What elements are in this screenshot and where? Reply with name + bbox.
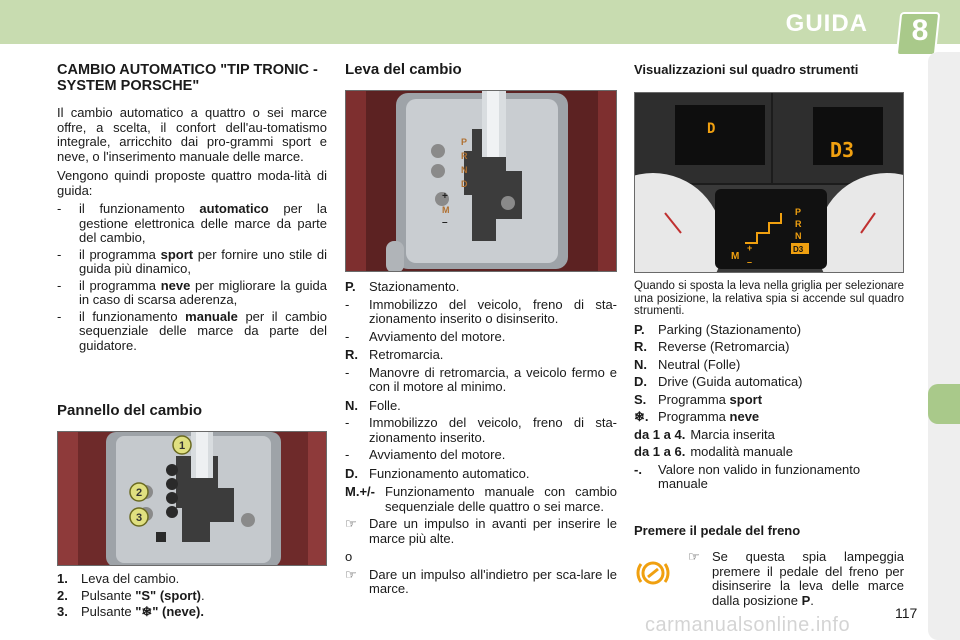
position-text: Avviamento del motore. bbox=[369, 447, 506, 462]
mode-text bbox=[79, 279, 327, 308]
section-heading-lever: Leva del cambio bbox=[345, 61, 462, 78]
position-text: Funzionamento automatico. bbox=[369, 465, 530, 481]
position-text: Funzionamento manuale con cambio sequenziale delle quattro o sei marce. bbox=[385, 484, 617, 514]
intro-paragraph: Il cambio automatico a quattro o sei marce offre, a scelta, il confort dell'au-tomatismo integrale, arricchito dai pro-grammi sport e neve, o l'inserimento manuale delle marce. bbox=[57, 105, 327, 164]
position-text: Retromarcia. bbox=[369, 347, 444, 362]
indicator-item bbox=[634, 340, 904, 355]
mode-name: automatico bbox=[199, 201, 269, 216]
position-detail bbox=[345, 330, 617, 345]
indicator-code: -. bbox=[634, 461, 642, 477]
mode-text-pre: il funzionamento bbox=[79, 201, 200, 216]
mode-name: manuale bbox=[185, 308, 238, 324]
list-dash: - bbox=[57, 246, 62, 262]
section-heading-automatic: CAMBIO AUTOMATICO "TIP TRONIC - SYSTEM PORSCHE" bbox=[57, 62, 318, 94]
brake-warning-icon bbox=[636, 556, 670, 590]
position-definition bbox=[345, 467, 617, 482]
modes-list bbox=[57, 202, 327, 353]
indicator-code: ❄. bbox=[634, 409, 649, 424]
legend-number: 1. bbox=[57, 571, 68, 586]
mode-text bbox=[79, 310, 327, 354]
chapter-title: GUIDA bbox=[785, 10, 868, 37]
modes-lead: Vengono quindi proposte quattro moda-lità di guida: bbox=[57, 168, 327, 198]
section-heading-display: Visualizzazioni sul quadro strumenti bbox=[634, 62, 859, 77]
indicator-item bbox=[634, 463, 904, 492]
position-detail bbox=[345, 568, 617, 597]
brake-bold: P bbox=[801, 592, 811, 608]
legend-text-pre: Leva del cambio. bbox=[81, 571, 180, 586]
mode-item bbox=[57, 279, 327, 308]
position-text: Avviamento del motore. bbox=[369, 328, 506, 344]
legend-bold: "❄" (neve). bbox=[135, 604, 204, 619]
list-dash: - bbox=[345, 447, 350, 462]
indicator-label: Programma bbox=[658, 391, 730, 407]
cluster-label-p: P bbox=[795, 207, 802, 217]
indicator-item bbox=[634, 410, 904, 425]
list-dash: - bbox=[345, 364, 350, 380]
list-dash: - bbox=[345, 328, 350, 344]
brake-heading: Premere il pedale del freno bbox=[634, 522, 801, 538]
position-detail bbox=[345, 366, 617, 395]
gate-label-plus: + bbox=[442, 191, 448, 202]
position-text: Dare un impulso in avanti per inserire le marce più alte. bbox=[369, 516, 617, 546]
position-text: Folle. bbox=[369, 397, 401, 413]
indicator-text bbox=[658, 375, 904, 390]
left-column bbox=[57, 62, 327, 620]
mode-text-pre: il funzionamento bbox=[79, 308, 186, 324]
indicator-item bbox=[634, 428, 904, 443]
panel-legend bbox=[57, 572, 327, 620]
list-dash: - bbox=[345, 296, 350, 312]
position-text: Immobilizzo del veicolo, freno di sta-zionamento inserito. bbox=[369, 415, 617, 445]
indicator-label: Marcia inserita bbox=[690, 426, 775, 442]
indicator-code: R. bbox=[634, 339, 647, 354]
legend-text bbox=[81, 589, 327, 604]
indicator-label: Drive (Guida automatica) bbox=[658, 374, 803, 389]
position-definition bbox=[345, 348, 617, 363]
list-dash: ☞ bbox=[345, 566, 357, 582]
cluster-label-d3: D3 bbox=[793, 245, 804, 254]
legend-text-post: . bbox=[200, 587, 205, 603]
indicator-text bbox=[658, 323, 904, 338]
position-definition bbox=[345, 280, 617, 295]
indicator-text bbox=[690, 445, 904, 460]
gate-label-r: R bbox=[461, 151, 468, 161]
mode-text-post: per il cambio sequenziale delle marce da parte del guidatore. bbox=[79, 308, 328, 353]
list-dash: ☞ bbox=[345, 516, 357, 531]
mode-item bbox=[57, 310, 327, 354]
mode-name: neve bbox=[160, 277, 191, 293]
gate-label-minus: – bbox=[442, 217, 448, 228]
indicator-bold: neve bbox=[729, 409, 760, 424]
position-definition bbox=[345, 485, 617, 514]
indicator-label: modalità manuale bbox=[690, 444, 793, 459]
mode-item bbox=[57, 248, 327, 277]
list-dash: - bbox=[345, 415, 350, 430]
display-right-gear: D3 bbox=[830, 138, 855, 162]
position-letter: R. bbox=[345, 347, 358, 362]
display-indicators-list bbox=[634, 323, 904, 492]
legend-text-pre: Pulsante bbox=[81, 604, 136, 619]
list-dash: - bbox=[57, 308, 62, 324]
mode-text-pre: il programma bbox=[79, 246, 161, 262]
indicator-label: Neutral (Folle) bbox=[658, 356, 741, 372]
mode-text bbox=[79, 202, 327, 246]
indicator-text bbox=[658, 410, 904, 425]
cluster-label-n: N bbox=[795, 231, 802, 241]
gate-label-m: M bbox=[442, 205, 450, 215]
indicator-item bbox=[634, 375, 904, 390]
indicator-text bbox=[658, 340, 904, 355]
indicator-code: da 1 a 6. bbox=[634, 444, 686, 459]
cluster-label-plus: + bbox=[747, 243, 753, 253]
cluster-label-r: R bbox=[795, 219, 802, 229]
mode-text-post: per fornire uno stile di guida più dinamico, bbox=[79, 246, 328, 276]
lever-positions-list bbox=[345, 280, 617, 597]
right-column bbox=[634, 62, 904, 620]
position-detail bbox=[345, 517, 617, 546]
mode-text-pre: il programma bbox=[79, 277, 161, 293]
indicator-label: Parking (Stazionamento) bbox=[658, 321, 802, 337]
indicator-item bbox=[634, 358, 904, 373]
chapter-number: 8 bbox=[911, 14, 929, 47]
brake-text: Se questa spia lampeggia premere il pedale del freno per disinserire la leva delle marce dalla posizione bbox=[712, 549, 904, 608]
gate-label-d: D bbox=[461, 179, 468, 189]
legend-number: 3. bbox=[57, 604, 68, 619]
indicator-text bbox=[658, 358, 904, 373]
indicator-code: N. bbox=[634, 356, 647, 372]
position-text: Dare un impulso all'indietro per sca-lare le marce. bbox=[369, 566, 617, 596]
list-dash: - bbox=[57, 201, 62, 216]
position-detail bbox=[345, 416, 617, 445]
legend-text bbox=[81, 605, 327, 620]
legend-number: 2. bbox=[57, 587, 68, 603]
list-dash: - bbox=[57, 277, 62, 293]
indicator-text bbox=[658, 393, 904, 408]
gate-label-p: P bbox=[461, 137, 468, 147]
indicator-label: Valore non valido in funzionamento manuale bbox=[658, 461, 861, 491]
mode-text-post: per migliorare la guida in caso di scarsa aderenza, bbox=[79, 277, 327, 307]
indicator-code: D. bbox=[634, 374, 647, 389]
position-text: Manovre di retromarcia, a veicolo fermo e con il motore al minimo. bbox=[369, 364, 617, 394]
conjunction: o bbox=[345, 549, 353, 564]
page-number: 117 bbox=[895, 605, 918, 621]
gear-lever-photo bbox=[345, 90, 617, 272]
indicator-code: P. bbox=[634, 321, 645, 337]
indicator-label: Programma bbox=[658, 409, 730, 424]
position-detail bbox=[345, 448, 617, 463]
indicator-bold: sport bbox=[729, 391, 763, 407]
position-detail bbox=[345, 298, 617, 327]
indicator-code: S. bbox=[634, 391, 647, 407]
mode-item bbox=[57, 202, 327, 246]
position-letter: P. bbox=[345, 279, 356, 294]
mode-text bbox=[79, 248, 327, 277]
watermark: carmanualsonline.info bbox=[645, 614, 851, 636]
position-letter: N. bbox=[345, 397, 358, 413]
legend-text-pre: Pulsante bbox=[81, 587, 136, 603]
gear-panel-photo bbox=[57, 431, 327, 566]
brake-instruction bbox=[688, 550, 904, 608]
indicator-item bbox=[634, 445, 904, 460]
indicator-item bbox=[634, 323, 904, 338]
gate-label-n: N bbox=[461, 165, 468, 175]
brake-warning-block bbox=[634, 550, 904, 620]
mode-name: sport bbox=[160, 246, 194, 262]
callout-3: 3 bbox=[135, 512, 143, 524]
indicator-text bbox=[690, 428, 904, 443]
panel-legend-item bbox=[57, 572, 327, 587]
panel-legend-item bbox=[57, 605, 327, 620]
section-heading-panel: Pannello del cambio bbox=[57, 402, 203, 419]
position-letter: M.+/- bbox=[345, 484, 375, 499]
side-index-strip bbox=[928, 52, 960, 640]
instrument-cluster-photo bbox=[634, 92, 904, 273]
brake-end: . bbox=[810, 592, 814, 608]
indicator-item bbox=[634, 393, 904, 408]
indicator-label: Reverse (Retromarcia) bbox=[658, 339, 790, 354]
position-text: Immobilizzo del veicolo, freno di sta-zionamento inserito o disinserito. bbox=[369, 296, 617, 326]
cluster-label-minus: – bbox=[747, 257, 753, 267]
mode-text-post: per la gestione elettronica delle marce da parte del cambio, bbox=[79, 201, 327, 245]
position-definition bbox=[345, 399, 617, 414]
indicator-text bbox=[658, 463, 904, 492]
panel-legend-item bbox=[57, 589, 327, 604]
indicator-code: da 1 a 4. bbox=[634, 426, 686, 442]
position-letter: D. bbox=[345, 465, 358, 481]
callout-2: 2 bbox=[135, 487, 143, 499]
legend-bold: "S" (sport) bbox=[135, 587, 201, 603]
legend-text bbox=[81, 572, 327, 587]
side-index-tab[interactable] bbox=[928, 384, 960, 424]
display-left-gear: D bbox=[707, 121, 716, 137]
position-text: Stazionamento. bbox=[369, 279, 460, 294]
display-intro: Quando si sposta la leva nella griglia per selezionare una posizione, la relativa spia si accende sul quadro strumenti. bbox=[634, 280, 904, 317]
middle-column bbox=[345, 62, 617, 597]
callout-1: 1 bbox=[178, 440, 186, 452]
pointer-icon: ☞ bbox=[688, 549, 700, 564]
cluster-label-m: M bbox=[731, 251, 740, 262]
